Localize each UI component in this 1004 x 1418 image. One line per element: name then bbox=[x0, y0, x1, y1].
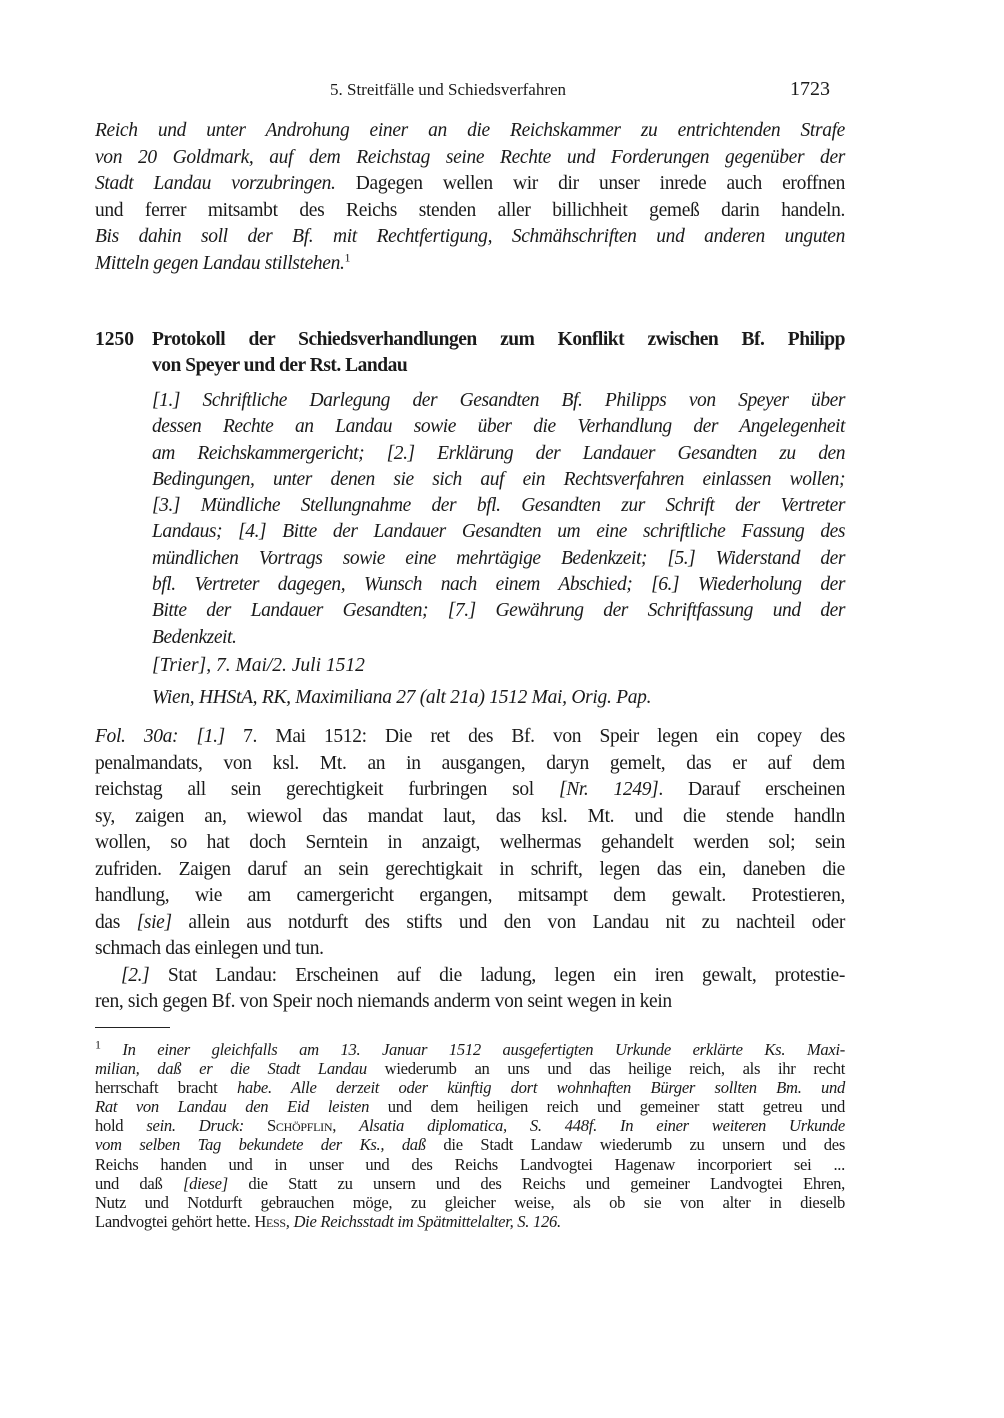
text-line bbox=[152, 625, 845, 651]
text-line bbox=[152, 546, 845, 572]
text-segment: am Reichskammergericht; [2.] Erklärung der Landauer Gesandten zu den bbox=[152, 442, 845, 464]
text-segment: [sie] bbox=[136, 911, 172, 933]
text-segment: Reich und unter Androhung einer an die Reichskammer zu entrichtenden Strafe bbox=[95, 120, 845, 141]
text-line bbox=[95, 883, 845, 910]
text-line bbox=[95, 751, 845, 778]
text-segment: Bitte der Landauer Gesandten; [7.] Gewährung der Schriftfassung und der bbox=[152, 600, 845, 622]
text-line bbox=[152, 493, 845, 519]
footnote-marker: 1 bbox=[344, 250, 351, 264]
text-line bbox=[95, 1116, 845, 1135]
text-line bbox=[95, 198, 845, 225]
text-segment: allein aus notdurft des stifts und den von Landau nit zu nachteil oder bbox=[171, 911, 845, 933]
running-head: 5. Streitfälle und Schiedsverfahren bbox=[330, 80, 567, 99]
text-line bbox=[95, 251, 845, 278]
text-segment: Fol. 30a: [1.] bbox=[95, 726, 225, 747]
text-segment: Rat von Landau den Eid leisten bbox=[95, 1097, 370, 1117]
entry-date: [Trier], 7. Mai/2. Juli 1512 bbox=[152, 655, 365, 676]
text-line bbox=[95, 1212, 845, 1231]
text-line bbox=[152, 327, 845, 353]
text-segment: [Nr. 1249] bbox=[558, 779, 659, 800]
text-segment: von Speyer und der Rst. Landau bbox=[152, 355, 408, 376]
text-segment: Landaus; [4.] Bitte der Landauer Gesandten um eine schriftliche Fassung des bbox=[152, 521, 845, 543]
text-segment: vom selben Tag bekundete der Ks., daß bbox=[95, 1135, 426, 1155]
text-segment: mündlichen Vortrags sowie eine mehrtägige Bedenkzeit; [5.] Widerstand der bbox=[152, 547, 845, 569]
text-segment: die Statt zu unsern und des Reichs und gemeiner Landvogtei Ehren, bbox=[227, 1173, 846, 1193]
text-line bbox=[95, 910, 845, 937]
text-line bbox=[95, 936, 845, 963]
text-segment: sy, zaigen an, wiewol das mandat laut, das ksl. Mt. und die stende handln bbox=[95, 805, 845, 827]
text-segment: herrschaft bracht bbox=[95, 1078, 237, 1098]
text-line bbox=[95, 989, 845, 1016]
text-line bbox=[152, 572, 845, 598]
text-segment: hold bbox=[95, 1116, 147, 1136]
text-segment: zufriden. Zaigen daruf an sein gerechtigkait in schrift, legen das ein, daneben die bbox=[95, 858, 845, 880]
text-line bbox=[95, 830, 845, 857]
text-line bbox=[95, 1097, 845, 1116]
text-line bbox=[152, 441, 845, 467]
text-line bbox=[95, 1037, 845, 1059]
text-line bbox=[95, 1174, 845, 1193]
text-line bbox=[95, 145, 845, 172]
text-segment: 7. Mai 1512: Die ret des Bf. von Speir legen ein copey des bbox=[224, 726, 845, 747]
text-segment: schmach das einlegen und tun. bbox=[95, 938, 324, 959]
footnote bbox=[95, 1037, 846, 1231]
text-line bbox=[95, 1155, 845, 1174]
text-segment: Stadt Landau vorzubringen. bbox=[95, 173, 336, 194]
text-segment: [diese] bbox=[182, 1173, 228, 1193]
text-segment: wollen, so hat doch Serntein in anzaigt, welhermas gehandelt werden sol; sein bbox=[95, 832, 845, 853]
text-segment: Hess bbox=[254, 1211, 286, 1231]
text-segment: , Die Reichsstadt im Spätmittelalter, S. 126. bbox=[285, 1211, 561, 1231]
text-line bbox=[152, 353, 845, 379]
text-segment: und ferrer mitsambt des Reichs stenden aller billichheit gemeß darin handeln. bbox=[95, 199, 845, 221]
continued-text bbox=[95, 118, 845, 277]
text-segment: Protokoll der Schiedsverhandlungen zum Konflikt zwischen Bf. Philipp bbox=[152, 329, 845, 350]
text-line bbox=[152, 519, 845, 545]
text-line bbox=[95, 804, 845, 831]
protocol-text bbox=[95, 724, 845, 1016]
text-line bbox=[152, 388, 845, 414]
entry-number: 1250 bbox=[95, 329, 134, 350]
entry-source: Wien, HHStA, RK, Maximiliana 27 (alt 21a) 1512 Mai, Orig. Pap. bbox=[152, 687, 652, 708]
text-line bbox=[152, 598, 845, 624]
text-segment: und daß bbox=[95, 1173, 183, 1193]
text-segment: Stat Landau: Erscheinen auf die ladung, legen ein iren gewalt, protestie- bbox=[149, 964, 845, 986]
text-segment: reichstag all sein gerechtigkeit furbringen sol bbox=[95, 779, 559, 800]
text-segment: Nutz und Notdurft gebrauchen möge, zu gleicher weise, als ob sie von alter in dieselb bbox=[95, 1192, 845, 1212]
text-segment: das bbox=[95, 911, 137, 933]
text-segment: [1.] Schriftliche Darlegung der Gesandten Bf. Philipps von Speyer über bbox=[152, 390, 845, 411]
text-segment: sein. Druck: bbox=[146, 1116, 267, 1136]
text-segment: die Stadt Landaw wiederumb zu unsern und des bbox=[425, 1135, 846, 1155]
text-segment: handlung, wie am camergericht ergangen, mitsampt dem gewalt. Protestieren, bbox=[95, 885, 845, 906]
text-line bbox=[95, 1059, 845, 1078]
text-line bbox=[95, 724, 845, 751]
text-segment: . Darauf erscheinen bbox=[658, 779, 845, 800]
text-line bbox=[95, 857, 845, 884]
text-segment: habe. Alle derzeit oder künftig dort wohnhaften Bürger sollten Bm. und bbox=[236, 1078, 845, 1098]
text-segment: von 20 Goldmark, auf dem Reichstag seine Rechte und Forderungen gegenüber der bbox=[95, 146, 845, 168]
text-segment: Bis dahin soll der Bf. mit Rechtfertigung, Schmähschriften und anderen unguten bbox=[95, 226, 845, 247]
text-line bbox=[95, 963, 845, 990]
text-segment: ren, sich gegen Bf. von Speir noch niemands anderm von seint wegen in kein bbox=[95, 991, 672, 1012]
text-segment: Bedenkzeit. bbox=[152, 626, 237, 648]
text-line bbox=[152, 414, 845, 440]
text-segment: milian, daß er die Stadt Landau bbox=[95, 1059, 367, 1079]
footnote-marker: 1 bbox=[95, 1037, 101, 1052]
entry-summary bbox=[152, 388, 845, 651]
entry-title bbox=[152, 327, 845, 379]
text-segment: wiederumb an uns und das heilige reich, als ihr recht bbox=[366, 1059, 846, 1079]
text-line bbox=[152, 467, 845, 493]
page-number: 1723 bbox=[790, 78, 830, 100]
text-segment: penalmandats, von ksl. Mt. an in ausgangen, daryn gemelt, das er auf dem bbox=[95, 752, 845, 774]
text-segment: Landvogtei gehört hette. bbox=[95, 1211, 255, 1231]
text-line bbox=[95, 1193, 845, 1212]
text-segment: dessen Rechte an Landau sowie über die Verhandlung der Angelegenheit bbox=[152, 416, 845, 438]
footnote-divider bbox=[95, 1027, 170, 1028]
text-line bbox=[95, 1135, 845, 1154]
text-line bbox=[95, 224, 845, 251]
text-line bbox=[95, 171, 845, 198]
text-segment: Mitteln gegen Landau stillstehen. bbox=[95, 252, 345, 274]
text-line bbox=[95, 1078, 845, 1097]
text-segment: Dagegen wellen wir dir unser inrede auch eroffnen bbox=[335, 173, 846, 194]
text-line bbox=[95, 118, 845, 145]
text-segment: In einer gleichfalls am 13. Januar 1512 ausgefertigten Urkunde erklärte Ks. Maxi- bbox=[100, 1040, 845, 1059]
text-segment: , bbox=[332, 1116, 360, 1136]
text-segment: Schöpflin bbox=[267, 1116, 333, 1136]
text-segment: Bedingungen, unter denen sie sich auf ein Rechtsverfahren einlassen wollen; bbox=[152, 468, 845, 490]
text-line bbox=[95, 777, 845, 804]
text-segment: und dem heiligen reich und gemeiner statt getreu und bbox=[369, 1097, 845, 1117]
text-segment: Reichs handen und in unser und des Reichs Landvogtei Hagenaw incorporiert sei ... bbox=[95, 1154, 845, 1174]
text-segment: [3.] Mündliche Stellungnahme der bfl. Gesandten zur Schrift der Vertreter bbox=[152, 495, 845, 517]
text-segment: [2.] bbox=[121, 964, 150, 986]
text-segment: bfl. Vertreter dagegen, Wunsch nach einem Abschied; [6.] Wiederholung der bbox=[152, 574, 845, 596]
text-segment: Alsatia diplomatica, S. 448f. In einer weiteren Urkunde bbox=[359, 1116, 845, 1136]
